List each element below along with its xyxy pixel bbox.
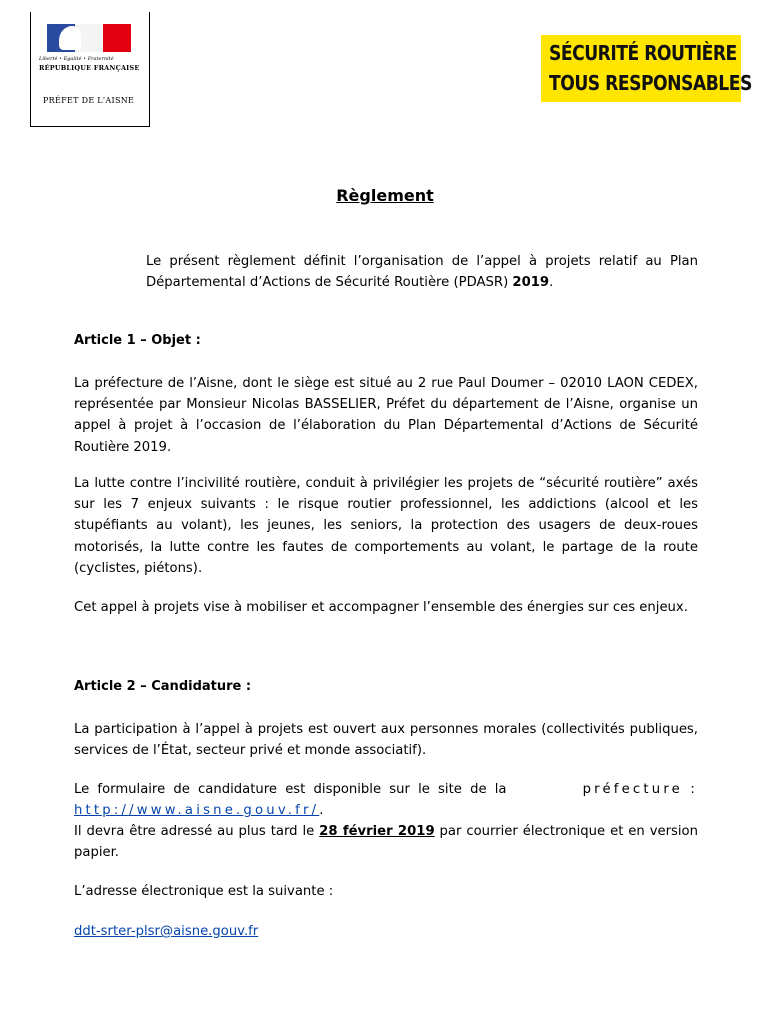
intro-year: 2019 <box>512 275 550 291</box>
prefecture-website-link[interactable]: http://www.aisne.gouv.fr/ <box>74 803 320 819</box>
article-2-paragraph-4: L’adresse électronique est la suivante : <box>74 884 334 899</box>
banner-line-2: TOUS RESPONSABLES <box>549 71 752 95</box>
prefecture-logo-block <box>30 12 150 127</box>
article-1-paragraph-1: La préfecture de l’Aisne, dont le siège est situé au 2 rue Paul Doumer – 02010 LAON CEDEX, représentée par Monsieur Nicolas BASSELIER, Préfet du département de l’Aisne, organise un appel à projet à l’occasion de l’élaboration du Plan Départemental d’Actions de Sécurité Routière 2019. <box>74 376 698 455</box>
article-1-heading: Article 1 – Objet : <box>74 333 201 348</box>
article-1-paragraph-3: Cet appel à projets vise à mobiliser et accompagner l’ensemble des énergies sur ces enjeux. <box>74 600 688 615</box>
article-2-heading: Article 2 – Candidature : <box>74 679 252 694</box>
securite-routiere-banner-logo <box>541 35 752 102</box>
page-title: Règlement <box>336 186 434 205</box>
article-2-paragraph-3: Il devra être adressé au plus tard le 28 février 2019 par courrier électronique et en version papier. <box>74 824 698 861</box>
republic-name: RÉPUBLIQUE FRANÇAISE <box>39 64 140 72</box>
republic-motto: Liberté • Égalité • Fraternité <box>39 56 114 62</box>
banner-line-1: SÉCURITÉ ROUTIÈRE <box>549 41 737 65</box>
prefet-label: PRÉFET DE L'AISNE <box>43 96 135 105</box>
article-2-paragraph-2: Le formulaire de candidature est disponible sur le site de la préfecture : http://www.aisne.gouv.fr/. <box>74 779 698 821</box>
prefecture-word: préfecture : <box>582 782 698 797</box>
marianne-icon <box>59 26 81 50</box>
contact-email-link[interactable]: ddt-srter-plsr@aisne.gouv.fr <box>74 924 259 939</box>
intro-paragraph: Le présent règlement définit l’organisation de l’appel à projets relatif au Plan Départemental d’Actions de Sécurité Routière (PDASR) 2019. <box>146 254 698 291</box>
article-1-paragraph-2: La lutte contre l’incivilité routière, conduit à privilégier les projets de “sécurité routière” axés sur les 7 enjeux suivants : le risque routier professionnel, les addictions (alcool et les stupéfiants au volant), les jeunes, les seniors, la protection des usagers de deux-roues motorisés, la lutte contre les fautes de comportements au volant, le partage de la route (cyclistes, piétons). <box>74 476 698 576</box>
article-2-paragraph-1: La participation à l’appel à projets est ouvert aux personnes morales (collectivités publiques, services de l’État, secteur privé et monde associatif). <box>74 722 698 759</box>
republique-francaise-flag-logo <box>47 24 131 52</box>
deadline-date: 28 février 2019 <box>319 824 435 839</box>
